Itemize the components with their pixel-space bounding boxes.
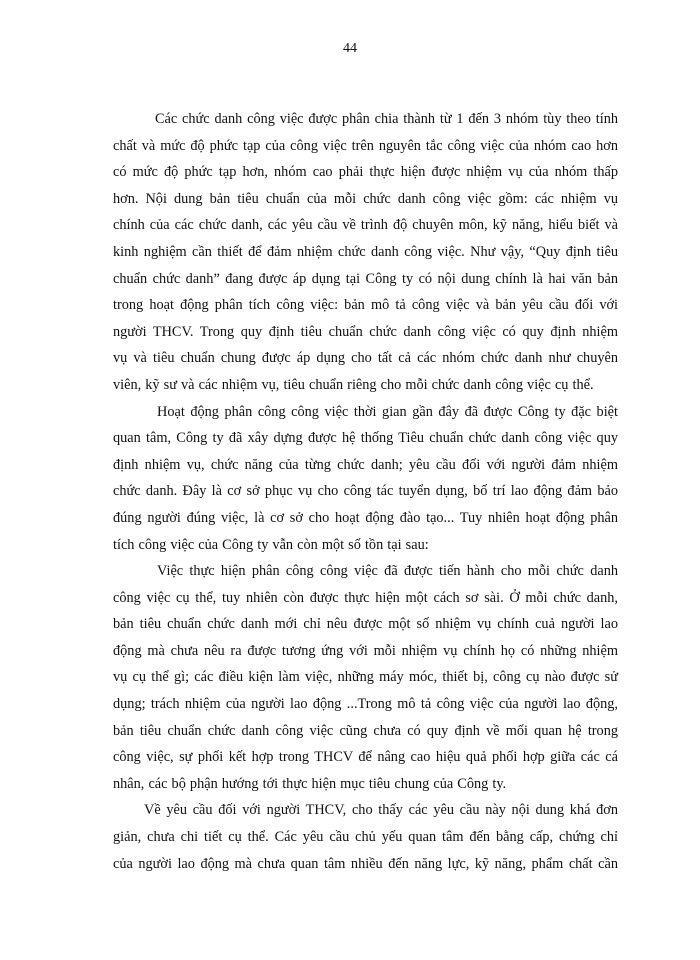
text-line: vụ và tiêu chuẩn chung được áp dụng cho tất cả các nhóm chức danh như chuyên	[113, 350, 618, 367]
text-line: của người lao động mà chưa quan tâm nhiều đến năng lực, kỹ năng, phẩm chất cần	[113, 855, 618, 872]
paragraph	[113, 797, 618, 877]
text-line: dụng; trách nhiệm của người lao động ...Trong mô tả công việc của người lao động,	[113, 696, 618, 713]
text-line: người THCV. Trong quy định tiêu chuẩn chức danh công việc có quy định nhiệm	[113, 323, 618, 340]
text-line: đúng người đúng việc, là cơ sở cho hoạt động đào tạo... Tuy nhiên hoạt động phân	[113, 509, 618, 526]
text-line: Về yêu cầu đối với người THCV, cho thấy các yêu cầu này nội dung khá đơn	[144, 802, 618, 819]
text-line: chất và mức độ phức tạp của công việc trên nguyên tắc công việc của nhóm cao hơn	[113, 137, 618, 154]
text-line: giản, chưa chi tiết cụ thể. Các yêu cầu chủ yếu quan tâm đến bằng cấp, chứng chỉ	[113, 829, 618, 846]
text-line: chính của các chức danh, các yêu cầu về trình độ chuyên môn, kỹ năng, hiểu biết và	[113, 217, 618, 234]
text-line: bản tiêu chuẩn chức danh công việc cũng chưa có quy định về mối quan hệ trong	[113, 722, 618, 739]
text-line: chuẩn chức danh” đang được áp dụng tại Công ty có nội dung chính là hai văn bản	[113, 270, 618, 287]
paragraph	[113, 399, 618, 559]
text-line: định nhiệm vụ, chức năng của từng chức danh; yêu cầu đối với người đảm nhiệm	[113, 456, 618, 473]
page-number: 44	[343, 41, 357, 56]
text-line: viên, kỹ sư và các nhiệm vụ, tiêu chuẩn riêng cho mỗi chức danh công việc cụ thể.	[113, 376, 594, 393]
text-line: Các chức danh công việc được phân chia thành từ 1 đến 3 nhóm tùy theo tính	[155, 111, 618, 127]
text-line: Hoạt động phân công công việc thời gian gần đây đã được Công ty đặc biệt	[157, 403, 618, 420]
text-line: bản tiêu chuẩn chức danh mới chỉ nêu được một số nhiệm vụ chính cuả người lao	[113, 616, 618, 633]
text-line: có mức độ phức tạp hơn, nhóm cao phải thực hiện được nhiệm vụ của nhóm thấp	[113, 164, 618, 181]
paragraph	[113, 106, 618, 399]
text-line: Việc thực hiện phân công công việc đã được tiến hành cho mỗi chức danh	[157, 563, 618, 580]
text-line: vụ cụ thể gì; các điều kiện làm việc, những máy móc, thiết bị, công cụ nào được sử	[113, 669, 618, 686]
text-line: tích công việc của Công ty vẫn còn một số tồn tại sau:	[113, 536, 429, 553]
text-line: kinh nghiệm cần thiết để đảm nhiệm chức danh công việc. Như vậy, “Quy định tiêu	[113, 243, 618, 260]
text-line: chức danh. Đây là cơ sở phục vụ cho công tác tuyển dụng, bố trí lao động đảm bảo	[113, 483, 618, 500]
text-line: công việc, sự phối kết hợp trong THCV để nâng cao hiệu quả phối hợp giữa các cá	[113, 749, 618, 766]
text-line: quan tâm, Công ty đã xây dựng được hệ thống Tiêu chuẩn chức danh công việc quy	[113, 430, 618, 447]
text-line: trong hoạt động phân tích công việc: bản mô tả công việc và bản yêu cầu đối với	[113, 297, 618, 314]
text-line: động mà chưa nêu ra được tương ứng với mỗi nhiệm vụ chính họ có những nhiệm	[113, 642, 618, 659]
text-line: hơn. Nội dung bản tiêu chuẩn của mỗi chức danh công việc gồm: các nhiệm vụ	[113, 190, 618, 207]
body-text	[113, 106, 618, 877]
text-line: nhân, các bộ phận hướng tới thực hiện mục tiêu chung của Công ty.	[113, 775, 507, 792]
text-line: công việc cụ thể, tuy nhiên còn được thực hiện một cách sơ sài. Ở mỗi chức danh,	[113, 589, 618, 606]
paragraph	[113, 558, 618, 797]
